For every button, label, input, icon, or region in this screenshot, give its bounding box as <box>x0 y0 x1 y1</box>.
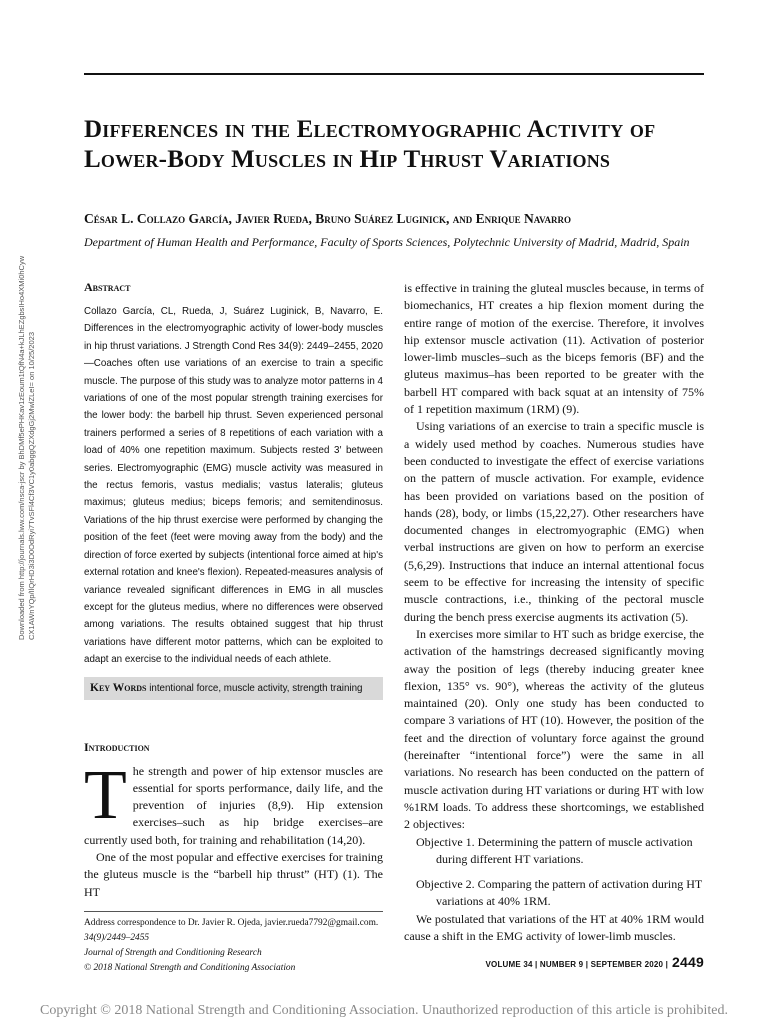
right-column <box>404 280 704 945</box>
left-column <box>84 280 383 976</box>
journal-copyright: © 2018 National Strength and Conditioning Association <box>84 962 296 973</box>
keywords-box <box>84 677 383 700</box>
body-paragraph-1: is effective in training the gluteal muscles because, in terms of biomechanics, HT creates a hip flexion moment during the entire range of motion of the exercise. Therefore, it involves hip extensor muscle activation (11). Activation of posterior lower-limb muscles–such as the biceps femoris (BF) and the gluteus maximus–has been reported to be greater with the barbell HT compared with back squat at an intensity of 75% of 1 repetition maximum (1RM) (9). <box>404 281 704 417</box>
abstract-heading: Abstract <box>84 280 131 294</box>
author-affiliation: Department of Human Health and Performance, Faculty of Sports Sciences, Polytechnic University of Madrid, Madrid, Spain <box>84 235 690 249</box>
journal-name: Journal of Strength and Conditioning Research <box>84 947 262 958</box>
article-title: Differences in the Electromyographic Activity of Lower-Body Muscles in Hip Thrust Variations <box>84 116 656 173</box>
abstract-text: Collazo García, CL, Rueda, J, Suárez Luginick, B, Navarro, E. Differences in the electromyographic activity of lower-body muscles in hip thrust variations. J Strength Cond Res 34(9): 2449–2455, 2020—Coaches often use variations of an exercise to train a specific muscle. The purpose of this study was to analyze motor patterns in 4 variations of one of the most popular strength training exercises for the lower body: the barbell hip thrust. Seven experienced personal trainers performed a series of 8 repetitions of each variation with a load of 40% one repetition maximum. Subjects rested 3′ between series. Electromyographic (EMG) muscle activity was measured in the rectus femoris, vastus medialis; vastus lateralis; gluteus maximus; gluteus medius; biceps femoris; and semitendinosus. Variations of the hip thrust exercise were performed by changing the position of the feet (feet were moving away from the body) and the direction of force exerted by subjects (intentional force aimed at hip's external rotation and knee's flexion). Repeated-measures analysis of variance revealed significant differences in EMG in all muscles except for the gluteus medius, where no differences were observed among variations. The results obtained suggest that hip thrust variations have different motor patterns, which can be exploited to adapt an exercise to the individual needs of each athlete. <box>84 306 383 666</box>
objective-1: Objective 1. Determining the pattern of muscle activation during different HT variations. <box>416 834 693 866</box>
page-footer <box>485 954 704 970</box>
volume-info: VOLUME 34 | NUMBER 9 | SEPTEMBER 2020 | <box>485 960 669 969</box>
introduction-heading: Introduction <box>84 739 150 754</box>
objective-2: Objective 2. Comparing the pattern of activation during HT variations at 40% 1RM. <box>416 877 703 909</box>
body-paragraph-4: We postulated that variations of the HT at 40% 1RM would cause a shift in the EMG activity of lower-limb muscles. <box>404 911 704 943</box>
top-rule <box>84 73 704 75</box>
body-paragraph-2: Using variations of an exercise to train a specific muscle is a widely used method by coaches. Numerous studies have been conducted to investigate the effect of exercise variations on the pattern of muscle activation. For example, evidence has been provided on variations based on the position of hands (28), body, or limbs (15,22,27). Other researchers have documented changes in electromyographic (EMG) when verbal instructions are given on how to perform an exercise (5,6,29). Instructions that induce an internal attentional focus seem to be effective for increasing the intensity of specific muscle contractions, i.e., thinking of the pectoral muscle during the bench press exercise augments its activation (5). <box>404 419 704 624</box>
drop-cap: T <box>84 756 127 834</box>
keywords-label: Key Words <box>90 681 147 694</box>
introduction-paragraph-1 <box>84 756 383 849</box>
introduction-paragraph-2: One of the most popular and effective exercises for training the gluteus muscle is the “barbell hip thrust” (HT) (1). The HT <box>84 850 383 899</box>
introduction-paragraph-1-text: he strength and power of hip extensor muscles are essential for sports performance, daily life, and the prevention of injuries (8,9). Hip extension exercises–such as hip bridge exercises–are currently used both, for training and rehabilitation (14,20). <box>84 763 383 847</box>
keywords-text: intentional force, muscle activity, strength training <box>149 682 363 694</box>
page-number: 2449 <box>672 954 704 970</box>
author-list: César L. Collazo García, Javier Rueda, Bruno Suárez Luginick, and Enrique Navarro <box>84 211 571 226</box>
download-watermark-line-2: CX1AWnYQp/IlQrHD3i3D0OdRyi7TvSFl4Cf3VC1y0abggQZXdgGj2MwlZLeI= on 10/25/2023 <box>27 332 36 640</box>
copyright-banner: Copyright © 2018 National Strength and Conditioning Association. Unauthorized reproduction of this article is prohibited. <box>40 1003 728 1018</box>
download-watermark-line-1: Downloaded from http://journals.lww.com/nsca-jscr by BhDMf5ePHKav1zEoum1tQfN4a+kJLhEZgbsIHo4XMi0hCyw <box>17 255 26 640</box>
footnote-rule <box>84 911 383 912</box>
footnote <box>84 916 383 976</box>
body-paragraph-3: In exercises more similar to HT such as bridge exercise, the activation of the hamstrings decreased significantly moving away the position of legs (thereby inducing greater knee flexion, 135° vs. 90°), whereas the activity of the gluteus maintained (20). Only one study has been conducted to compare 3 variations of HT (10). However, the position of the feet and the direction of voluntary force against the ground (hereinafter “intentional force”) were the same in all variations. No research has been conducted on the pattern of muscle activation during HT variations or during HT with low %1RM loads. To address these shortcomings, we established 2 objectives: <box>404 626 704 832</box>
issue-citation: 34(9)/2449–2455 <box>84 932 150 943</box>
correspondence-note: Address correspondence to Dr. Javier R. Ojeda, javier.rueda7792@gmail.com. <box>84 917 379 928</box>
download-watermark <box>17 180 47 640</box>
